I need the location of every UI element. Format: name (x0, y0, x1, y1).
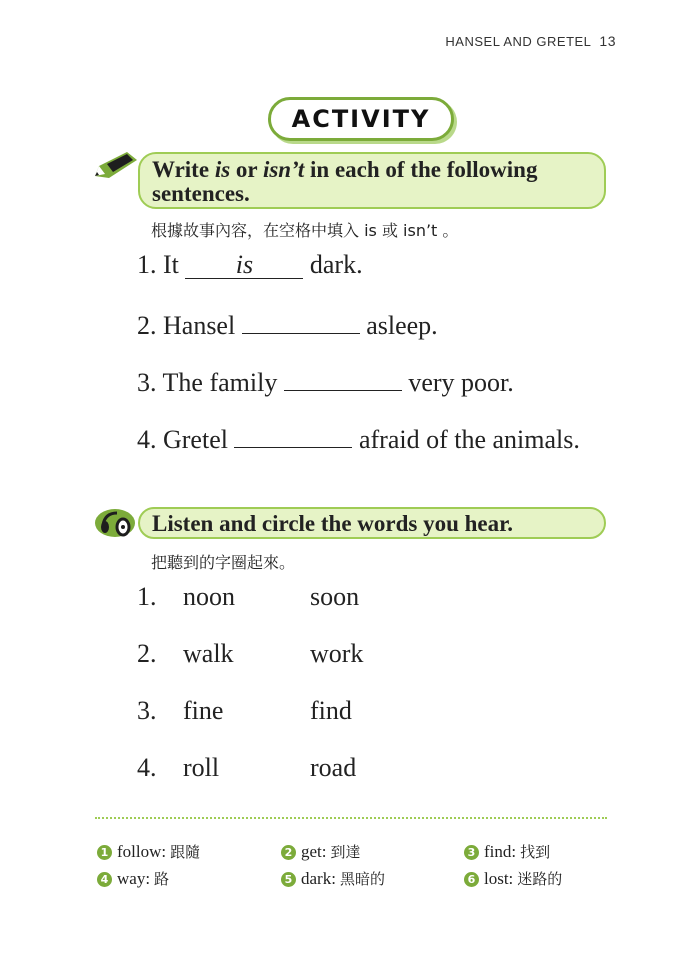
word-is: is (214, 157, 231, 182)
answer-blank-2[interactable] (242, 307, 360, 334)
word-pair-4: 4. roll road (137, 753, 357, 782)
answer-blank-4[interactable] (234, 421, 352, 448)
question-2: 2. Hansel asleep. (137, 307, 438, 341)
word-option[interactable]: roll (183, 753, 220, 782)
headphones-icon (93, 507, 139, 539)
glossary-item-1: 1 follow: 跟隨 (97, 841, 200, 862)
word-option[interactable]: soon (310, 582, 360, 611)
instruction-banner-2: Listen and circle the words you hear. (138, 507, 606, 539)
activity-title: ACTIVITY (268, 97, 454, 141)
word-pair-1: 1. noon soon (137, 582, 360, 611)
book-title: HANSEL AND GRETEL (445, 34, 592, 49)
question-1: 1. It is dark. (137, 250, 363, 279)
word-option[interactable]: noon (183, 582, 235, 611)
subtitle-1: 根據故事內容，在空格中填入 is 或 isn’t 。 (151, 221, 459, 240)
word-option[interactable]: work (310, 639, 364, 668)
glossary-item-2: 2 get: 到達 (281, 841, 361, 862)
subtitle-2: 把聽到的字圈起來。 (151, 553, 296, 572)
word-pair-2: 2. walk work (137, 639, 364, 668)
word-option[interactable]: walk (183, 639, 234, 668)
dotted-divider (95, 817, 607, 819)
question-4: 4. Gretel afraid of the animals. (137, 421, 580, 455)
glossary-item-5: 5 dark: 黑暗的 (281, 868, 385, 889)
pencil-icon (93, 150, 139, 182)
glossary-item-4: 4 way: 路 (97, 868, 169, 889)
instruction-banner-1: Write is or isn’t in each of the following sentences. (138, 152, 606, 209)
word-isnt: isn’t (262, 157, 305, 182)
word-option[interactable]: fine (183, 696, 224, 725)
glossary-item-6: 6 lost: 迷路的 (464, 868, 562, 889)
word-option[interactable]: find (310, 696, 352, 725)
glossary-item-3: 3 find: 找到 (464, 841, 550, 862)
answer-blank-1[interactable]: is (185, 252, 303, 279)
question-3: 3. The family very poor. (137, 364, 514, 398)
running-header (445, 33, 616, 49)
page-number: 13 (599, 33, 616, 49)
answer-blank-3[interactable] (284, 364, 402, 391)
word-option[interactable]: road (310, 753, 357, 782)
word-pair-3: 3. fine find (137, 696, 352, 725)
